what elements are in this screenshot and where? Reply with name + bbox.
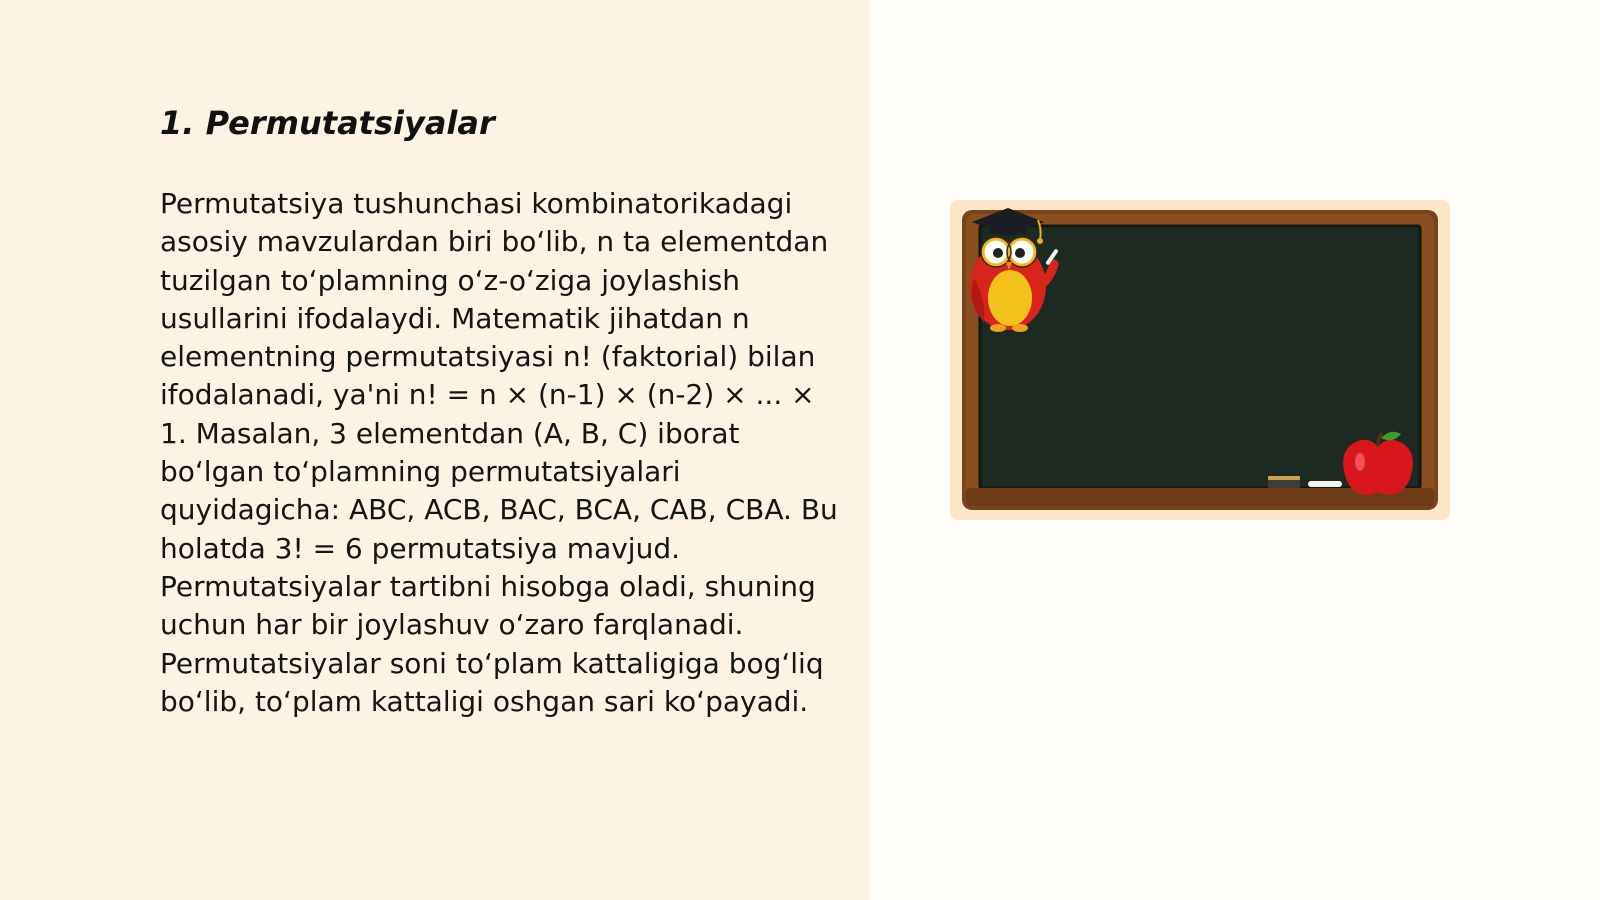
blackboard-icon [950, 200, 1450, 520]
chalk-icon [1308, 481, 1342, 487]
slide-title: 1. Permutatsiyalar [160, 104, 495, 142]
slide-body-text: Permutatsiya tushunchasi kombinatorikadagi asosiy mavzulardan biri bo‘lib, n ta elementdan tuzilgan to‘plamning o‘z-o‘ziga joylashish usullarini ifodalaydi. Matematik jihatdan n elementning permutatsiyasi n! (faktorial) bilan ifodalanadi, ya'ni n! = n × (n-1) × (n-2) × ... × 1. Masalan, 3 elementdan (A, B, C) iborat bo‘lgan to‘plamning permutatsiyalari quyidagicha: ABC, ACB, BAC, BCA, CAB, CBA. Bu holatda 3! = 6 permutatsiya mavjud. Permutatsiyalar tartibni hisobga oladi, shuning uchun har bir joylashuv o‘zaro farqlanadi. Permutatsiyalar soni to‘plam kattaligiga bog‘liq bo‘lib, to‘plam kattaligi oshgan sari ko‘payadi. [160, 187, 838, 718]
eraser-icon [1268, 476, 1300, 488]
blackboard-illustration [950, 200, 1450, 520]
